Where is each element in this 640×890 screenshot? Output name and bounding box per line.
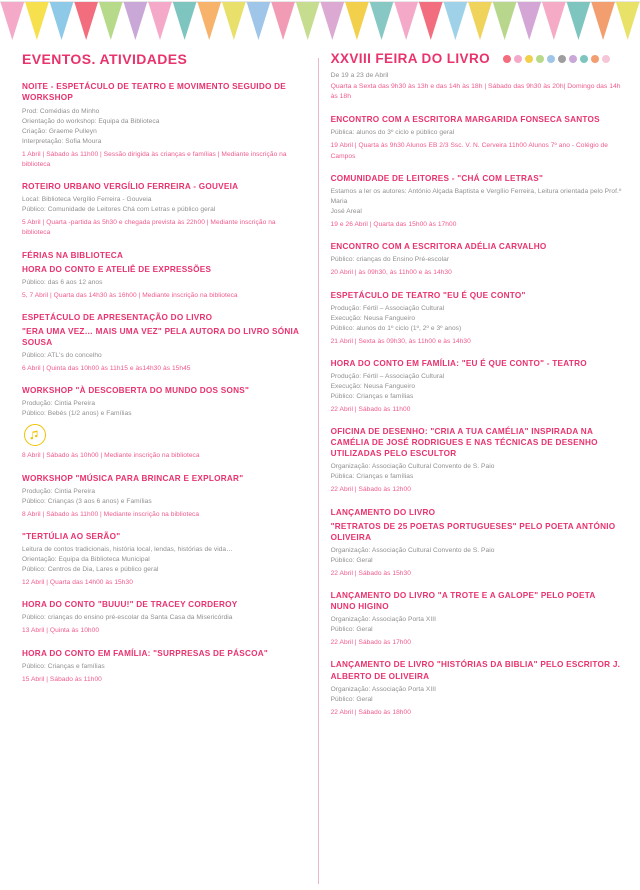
event-schedule: 20 Abril | às 09h30, às 11h00 e às 14h30 <box>330 269 452 277</box>
event-schedule: 5, 7 Abril | Quarta das 14h30 às 16h00 | Mediante inscrição na biblioteca <box>22 291 238 299</box>
event-detail-line: Produção: Fértil – Associação Cultural <box>330 372 445 380</box>
event-schedule: 13 Abril | Quinta às 10h00 <box>22 627 100 635</box>
event-detail-line: Organização: Associação Cultural Convento de S. Paio <box>330 463 495 471</box>
event-schedule: 8 Abril | Sábado às 10h00 | Mediante inscrição na biblioteca <box>22 452 200 460</box>
event-item <box>331 241 622 278</box>
event-detail-line: Execução: Neusa Fangueiro <box>330 382 416 390</box>
event-item <box>22 648 304 685</box>
event-title: ROTEIRO URBANO VERGÍLIO FERREIRA - GOUVEIA <box>22 182 239 192</box>
dot-10 <box>602 55 610 63</box>
event-title: ESPETÁCULO DE APRESENTAÇÃO DO LIVRO <box>22 312 213 322</box>
event-schedule: 8 Abril | Sábado às 11h00 | Mediante inscrição na biblioteca <box>22 510 200 518</box>
dot-6 <box>558 55 566 63</box>
event-detail-line: Orientação: Equipa da Biblioteca Municipal <box>22 556 150 564</box>
event-detail-line: Público: Comunidade de Leitores Chá com Letras e público geral <box>22 206 216 214</box>
event-schedule: 22 Abril | Sábado às 18h00 <box>330 708 411 716</box>
event-subtitle: HORA DO CONTO E ATELIÊ DE EXPRESSÕES <box>22 264 212 274</box>
event-detail-line: Produção: Cintia Pereira <box>22 400 96 408</box>
dot-4 <box>536 55 544 63</box>
event-detail-line: Orientação do workshop: Equipa da Biblioteca <box>22 117 160 125</box>
dot-8 <box>580 55 588 63</box>
left-column <box>22 52 318 890</box>
event-item <box>331 358 622 415</box>
left-events-list <box>22 81 304 684</box>
event-title: FÉRIAS NA BIBLIOTECA <box>22 250 124 260</box>
event-detail-line: Público: crianças do ensino pré-escolar da Santa Casa da Misericórdia <box>22 614 233 622</box>
event-detail-line: Organização: Associação Porta XIII <box>330 616 437 624</box>
dot-2 <box>514 55 522 63</box>
event-detail-line: Local: Biblioteca Vergílio Ferreira - Gouveia <box>22 196 152 204</box>
event-title: LANÇAMENTO DO LIVRO "A TROTE E A GALOPE" PELO POETA NUNO HIGINO <box>330 591 596 612</box>
event-detail-line: Público: Crianças (3 aos 6 anos) e Famílias <box>22 497 152 505</box>
event-title: NOITE - ESPETÁCULO DE TEATRO E MOVIMENTO SEGUIDO DE WORKSHOP <box>22 82 287 103</box>
dot-7 <box>569 55 577 63</box>
event-detail-line: Público: Crianças e famílias <box>22 662 105 670</box>
event-detail-line: Organização: Associação Porta XIII <box>330 685 437 693</box>
event-detail-line: Produção: Cintia Pereira <box>22 487 96 495</box>
event-detail-line: José Areal <box>330 208 362 216</box>
event-title: ESPETÁCULO DE TEATRO "EU É QUE CONTO" <box>330 290 526 300</box>
dot-5 <box>547 55 555 63</box>
event-item <box>331 426 622 495</box>
right-column <box>329 52 622 890</box>
event-schedule: 1 Abril | Sábado às 11h00 | Sessão dirigida às crianças e famílias | Mediante inscrição na biblioteca <box>22 150 287 168</box>
event-item <box>331 659 622 717</box>
event-title: ENCONTRO COM A ESCRITORA ADÉLIA CARVALHO <box>330 242 547 252</box>
left-section-title: EVENTOS. ATIVIDADES <box>22 51 188 67</box>
event-title: WORKSHOP "À DESCOBERTA DO MUNDO DOS SONS" <box>22 386 250 396</box>
event-item <box>22 473 304 520</box>
dot-decoration <box>503 55 610 63</box>
event-schedule: 5 Abril | Quarta -partida às 5h30 e chegada prevista às 22h00 | Mediante inscrição na biblioteca <box>22 219 276 237</box>
event-detail-line: Pública: alunos do 3º ciclo e público geral <box>330 129 455 137</box>
dot-9 <box>591 55 599 63</box>
page-body <box>0 52 640 890</box>
event-schedule: 19 e 26 Abril | Quarta das 15h00 às 17h00 <box>330 221 457 229</box>
event-detail-line: Leitura de contos tradicionais, história local, lendas, histórias de vida… <box>22 546 233 554</box>
event-detail-line: Prod: Comédias do Minho <box>22 107 100 115</box>
event-title: LANÇAMENTO DO LIVRO <box>330 507 436 517</box>
event-item <box>331 290 622 347</box>
event-item <box>331 173 622 230</box>
event-item <box>22 81 304 170</box>
event-title: COMUNIDADE DE LEITORES - "CHÁ COM LETRAS" <box>330 173 544 183</box>
event-item <box>331 507 622 579</box>
event-detail-line: Execução: Neusa Fangueiro <box>330 314 416 322</box>
event-detail-line: Interpretação: Sofia Moura <box>22 137 102 145</box>
event-detail-line: Produção: Fértil – Associação Cultural <box>330 304 445 312</box>
feira-hours: Quarta a Sexta das 9h30 às 13h e das 14h às 18h | Sábado das 9h30 às 20h| Domingo das 14h às 18h <box>330 83 621 101</box>
event-schedule: 22 Abril | Sábado às 15h30 <box>330 569 411 577</box>
event-title: HORA DO CONTO EM FAMÍLIA: "SURPRESAS DE PÁSCOA" <box>22 648 269 658</box>
music-note-icon <box>24 424 46 446</box>
event-schedule: 21 Abril | Sexta às 09h30, às 11h00 e às 14h30 <box>330 337 471 345</box>
event-detail-line: Público: Geral <box>330 626 373 634</box>
event-title: LANÇAMENTO DE LIVRO "HISTÓRIAS DA BIBLIA" PELO ESCRITOR J. ALBERTO DE OLIVEIRA <box>330 660 621 681</box>
event-detail-line: Público: Geral <box>330 556 373 564</box>
event-detail-line: Estamos a ler os autores: António Alçada Baptista e Vergílio Ferreira, Leitura orientada pelo Prof.º Maria <box>330 187 622 205</box>
event-schedule: 22 Abril | Sábado às 11h00 <box>330 405 411 413</box>
event-item <box>331 590 622 648</box>
right-section-title: XXVIII FEIRA DO LIVRO <box>330 51 490 66</box>
event-item <box>331 114 622 162</box>
event-detail-line: Organização: Associação Cultural Convento de S. Paio <box>330 546 495 554</box>
event-item <box>22 531 304 588</box>
event-title: OFICINA DE DESENHO: "CRIA A TUA CAMÉLIA" INSPIRADA NA CAMÉLIA DE JOSÉ RODRIGUES E NAS TÉCNICAS DE DESENHO UTILIZADAS PELO ESCULTOR <box>330 427 598 459</box>
event-item <box>22 599 304 636</box>
event-title: ENCONTRO COM A ESCRITORA MARGARIDA FONSECA SANTOS <box>330 115 600 125</box>
dot-1 <box>503 55 511 63</box>
event-title: "TERTÚLIA AO SERÃO" <box>22 531 121 541</box>
event-detail-line: Público: das 6 aos 12 anos <box>22 278 103 286</box>
bunting-decoration <box>0 0 640 44</box>
feira-date-range: De 19 a 23 de Abril <box>330 71 389 79</box>
event-detail-line: Criação: Graeme Pulleyn <box>22 127 97 135</box>
event-schedule: 22 Abril | Sábado às 17h00 <box>330 639 411 647</box>
event-detail-line: Público: crianças do Ensino Pré-escolar <box>330 256 450 264</box>
event-detail-line: Público: ATL's do concelho <box>22 352 102 360</box>
right-title-row <box>331 52 622 67</box>
event-title: HORA DO CONTO EM FAMÍLIA: "EU É QUE CONTO" - TEATRO <box>330 358 587 368</box>
event-detail-line: Público: Geral <box>330 695 373 703</box>
event-detail-line: Público: Bebés (1/2 anos) e Famílias <box>22 410 132 418</box>
event-schedule: 6 Abril | Quinta das 10h00 às 11h15 e às14h30 às 15h45 <box>22 365 191 373</box>
event-subtitle: "RETRATOS DE 25 POETAS PORTUGUESES" PELO POETA ANTÓNIO OLIVEIRA <box>330 521 616 542</box>
event-item <box>22 312 304 374</box>
column-divider <box>318 58 319 884</box>
event-item <box>22 385 304 461</box>
right-events-list <box>331 114 622 717</box>
event-title: WORKSHOP "MÚSICA PARA BRINCAR E EXPLORAR" <box>22 473 244 483</box>
event-subtitle: "ERA UMA VEZ… MAIS UMA VEZ" PELA AUTORA DO LIVRO SÓNIA SOUSA <box>22 326 299 348</box>
event-schedule: 19 Abril | Quarta às 9h30 Alunos EB 2/3 Ssc. V. N. Cerveira 11h00 Alunos 7º ano - Colégio de Campos <box>330 142 608 160</box>
dot-3 <box>525 55 533 63</box>
event-item <box>22 250 304 301</box>
event-detail-line: Público: alunos do 1º ciclo (1º, 2º e 3º anos) <box>330 324 462 332</box>
event-title: HORA DO CONTO "BUUU!" DE TRACEY CORDEROY <box>22 600 238 610</box>
event-item <box>22 181 304 239</box>
event-detail-line: Pública: Crianças e famílias <box>330 473 414 481</box>
event-schedule: 22 Abril | Sábado às 12h00 <box>330 486 411 494</box>
event-schedule: 12 Abril | Quarta das 14h00 às 15h30 <box>22 579 133 587</box>
event-schedule: 15 Abril | Sábado às 11h00 <box>22 675 102 683</box>
event-detail-line: Público: Centros de Dia, Lares e público geral <box>22 566 159 574</box>
event-detail-line: Público: Crianças e famílias <box>330 392 414 400</box>
